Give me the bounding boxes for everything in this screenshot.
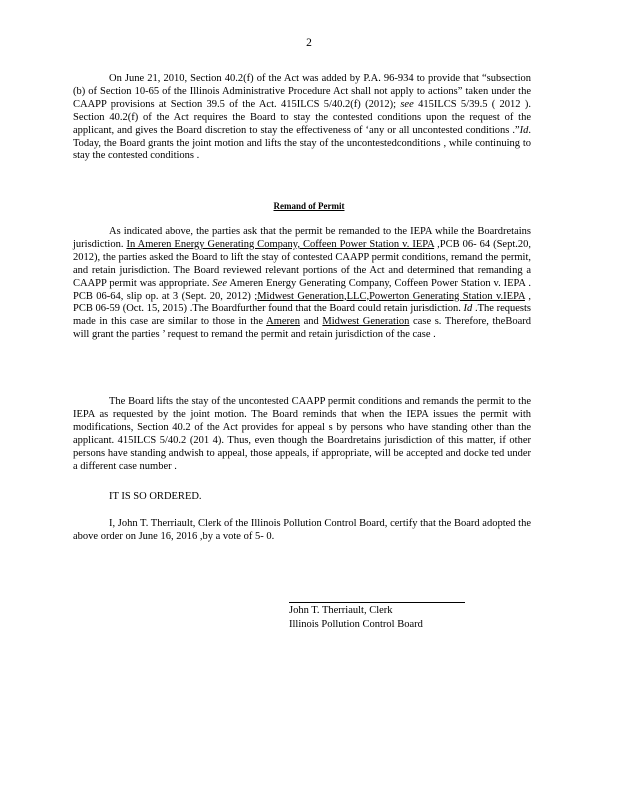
signature-line bbox=[289, 602, 465, 603]
citation-signal-see: see bbox=[400, 98, 414, 110]
page-number: 2 bbox=[306, 37, 312, 49]
paragraph-remand bbox=[73, 226, 531, 342]
paragraph-text: On June 21, 2010, Section 40.2(f) of the Act was added by P.A. 96-934 to provide that “subsection (b) of Section 10-65 of the Illinois Administrative Procedure Act shall not apply to actions” taken under the CAAPP provisions at Section 39.5 of the Act. 415ILCS 5/40.2(f) (2012); bbox=[73, 73, 531, 110]
paragraph-text: 415ILCS 5/39.5 ( 2012 ). Section 40.2(f) of the Act requires the Board to stay the contested conditions upon the request of the applicant, and gives the Board discretion to stay the effectiveness of ‘any or all uncontested conditions .” bbox=[73, 98, 531, 136]
paragraph-text: . Today, the Board grants the joint motion and lifts the stay of the uncontestedconditions , while continuing to stay the contested conditions . bbox=[73, 124, 531, 162]
signature-block bbox=[289, 604, 423, 631]
citation-signal-id: Id bbox=[463, 303, 473, 315]
case-citation-ameren: In Ameren Energy Generating Company, Coffeen Power Station v. IEPA bbox=[126, 238, 435, 250]
paragraph-text: As indicated above, the parties ask that the permit be remanded to the IEPA while the Boardretains jurisdiction. bbox=[73, 226, 531, 250]
signer-organization: Illinois Pollution Control Board bbox=[289, 618, 423, 630]
paragraph-text: ,PCB 06- 64 (Sept.20, 2012), the parties asked the Board to lift the stay of contested CAAPP permit conditions, remand the permit, and retain jurisdiction. The Board reviewed relevant portions of the Act and determined that remanding a CAAPP permit was appropriate. bbox=[73, 238, 531, 289]
signer-name: John T. Therriault, Clerk bbox=[289, 605, 393, 616]
paragraph-order-details: The Board lifts the stay of the uncontested CAAPP permit conditions and remands the permit to the IEPA as requested by the joint motion. The Board reminds that when the IEPA issues the permit with modifications, Section 40.2 of the Act provides for appeal s by persons who have standing other than the applicant. 415ILCS 5/40.2 (201 4). Thus, even though the Boardretains jurisdiction of this matter, if other persons have standing andwish to appeal, those appeals, if appropriate, will be accepted and docke ted under a different case number . bbox=[73, 396, 531, 472]
order-statement: IT IS SO ORDERED. bbox=[109, 491, 202, 502]
paragraph-text: and bbox=[299, 316, 323, 328]
paragraph-certification: I, John T. Therriault, Clerk of the Illinois Pollution Control Board, certify that the Board adopted the above order on June 16, 2016 ,by a vote of 5- 0. bbox=[73, 518, 531, 542]
paragraph-text: , PCB 06-59 (Oct. 15, 2015) .The Boardfurther found that the Board could retain jurisdiction. bbox=[73, 290, 532, 315]
paragraph-text: Ameren Energy Generating Company, Coffeen Power Station v. IEPA . PCB 06-64, slip op. at 3 (Sept. 20, 2012) ; bbox=[73, 277, 531, 302]
case-name-ameren: Ameren bbox=[266, 316, 300, 328]
citation-signal-see: See bbox=[212, 277, 227, 289]
case-name-midwest: Midwest Generation bbox=[322, 316, 410, 328]
paragraph-text: case s. Therefore, theBoard will grant the parties ’ request to remand the permit and retain jurisdiction of the case . bbox=[73, 316, 531, 341]
case-citation-midwest: Midwest Generation,LLC,Powerton Generating Station v.IEPA bbox=[257, 290, 525, 302]
section-heading: Remand of Permit bbox=[273, 201, 345, 211]
paragraph-stay-provisions bbox=[73, 73, 531, 163]
citation-signal-id: Id bbox=[519, 124, 529, 136]
paragraph-text: .The requests made in this case are similar to those in the bbox=[73, 303, 532, 328]
